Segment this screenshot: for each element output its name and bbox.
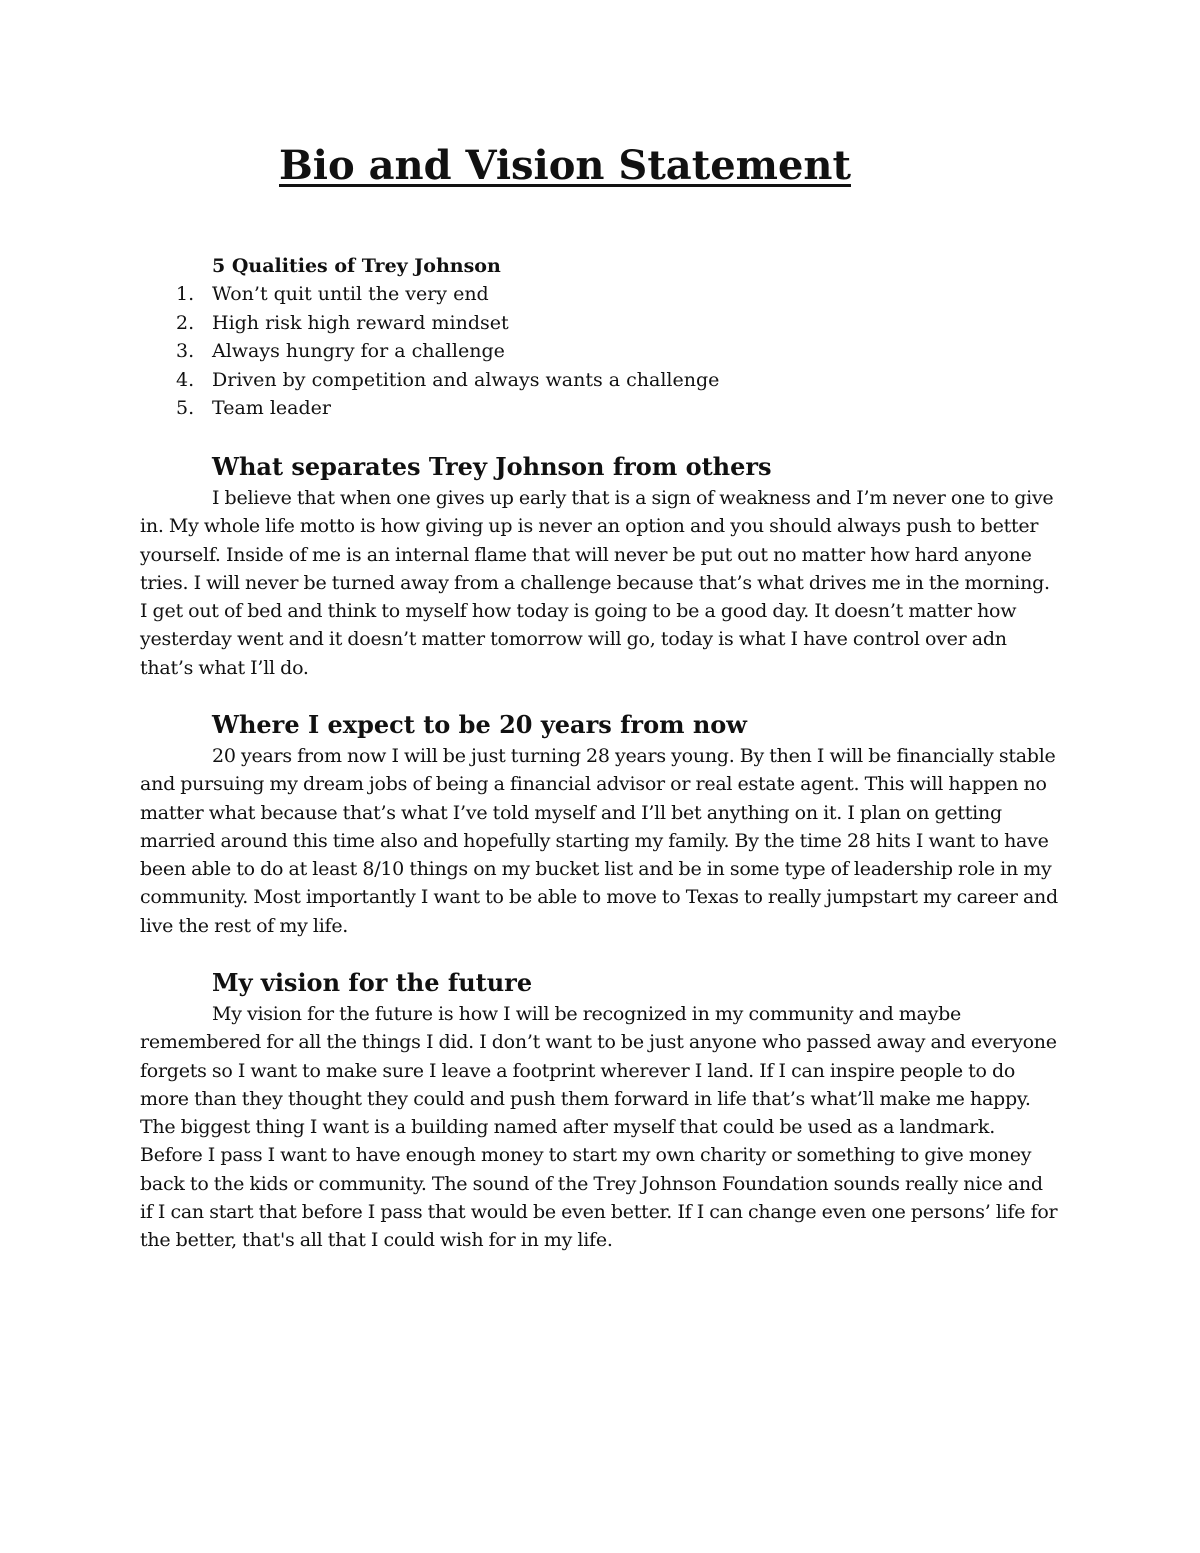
section-vision-future <box>140 966 1060 1255</box>
list-item-text: Won’t quit until the very end <box>212 283 489 305</box>
list-item-text: Team leader <box>212 397 331 419</box>
qualities-section <box>140 252 1060 423</box>
list-item-number: 1. <box>176 283 195 305</box>
section-heading: What separates Trey Johnson from others <box>212 452 772 481</box>
list-item <box>140 280 1060 309</box>
list-item <box>140 366 1060 395</box>
section-body: 20 years from now I will be just turning 28 years young. By then I will be financially stable and pursuing my dream jobs of being a financial advisor or real estate agent. This will happen no matter what because that’s what I’ve told myself and I’ll bet anything on it. I plan on getting married around this time also and hopefully starting my family. By the time 28 hits I want to have been able to do at least 8/10 things on my bucket list and be in some type of leadership role in my community. Most importantly I want to be able to move to Texas to really jumpstart my career and live the rest of my life. <box>140 745 1058 937</box>
section-heading: Where I expect to be 20 years from now <box>212 710 747 739</box>
list-item-text: Driven by competition and always wants a challenge <box>212 368 720 391</box>
section-body: My vision for the future is how I will be recognized in my community and maybe remembered for all the things I did. I don’t want to be just anyone who passed away and everyone forgets so I want to make sure I leave a footprint wherever I land. If I can inspire people to do more than they thought they could and push them forward in life that’s what’ll make me happy. The biggest thing I want is a building named after myself that could be used as a landmark. Before I pass I want to have enough money to start my own charity or something to give money back to the kids or community. The sound of the Trey Johnson Foundation sounds really nice and if I can start that before I pass that would be even better. If I can change even one persons’ life for the better, that's all that I could wish for in my life. <box>140 1003 1058 1252</box>
list-item <box>140 394 1060 423</box>
list-item <box>140 309 1060 338</box>
document-title: Bio and Vision Statement <box>279 142 851 189</box>
list-item-number: 2. <box>176 311 195 334</box>
section-what-separates <box>140 450 1060 682</box>
section-twenty-years <box>140 708 1060 940</box>
list-item-number: 4. <box>176 368 195 391</box>
section-heading: My vision for the future <box>212 968 533 997</box>
qualities-list <box>140 280 1060 423</box>
list-item-number: 5. <box>176 397 195 419</box>
list-item-text: High risk high reward mindset <box>212 311 509 334</box>
list-item <box>140 337 1060 366</box>
list-item-text: Always hungry for a challenge <box>212 340 505 362</box>
qualities-heading: 5 Qualities of Trey Johnson <box>212 255 501 277</box>
section-body: I believe that when one gives up early that is a sign of weakness and I’m never one to give in. My whole life motto is how giving up is never an option and you should always push to better yourself. Inside of me is an internal flame that will never be put out no matter how hard anyone tries. I will never be turned away from a challenge because that’s what drives me in the morning. I get out of bed and think to myself how today is going to be a good day. It doesn’t matter how yesterday went and it doesn’t matter tomorrow will go, today is what I have control over adn that’s what I’ll do. <box>140 487 1054 679</box>
list-item-number: 3. <box>176 340 195 362</box>
